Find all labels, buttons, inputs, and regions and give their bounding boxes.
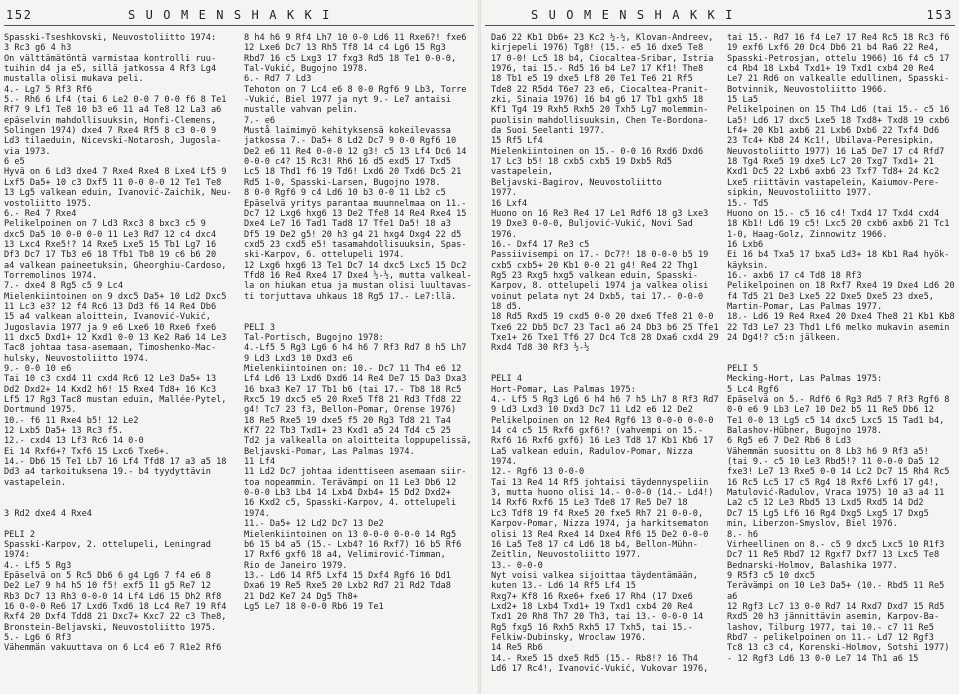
text-line: 18 Kb1! Ld6 19 c5! Lxc5 20 cxb6 axb6 21 Tc1 (727, 219, 950, 230)
text-line: Dxa6 19 Re5 Rxe5 20 Lxb2 Rd7 21 Rd2 Tda8 (244, 581, 451, 592)
text-line: cxb5 cxb5+ 20 Kb1 0-0 21 g4! Re4 22 Thg1 (491, 260, 698, 271)
text-line: Passiivisempi on 17.- Dc7?! 18 0-0-0 b5 19 (491, 250, 709, 261)
text-line: c4 Rb4 18 Lxb4 Txd1+ 19 Txd1 cxb4 20 Re4 (727, 64, 934, 75)
text-line (4, 519, 232, 529)
text-line: 18 Re5 Rxe5 19 dxe5 f5 20 Rg3 Td8 21 Ta4 (244, 415, 451, 426)
text-line: 15 Rf5 Lf4 (491, 136, 543, 147)
text-line: Rio de Janeiro 1979. (244, 560, 348, 571)
text-line: 13.- 0-0-0 (491, 560, 543, 571)
text-line: 17 Lc3 b5! 18 cxb5 cxb5 19 Dxb5 Rd5 vastapelein, (491, 157, 678, 178)
text-line: Rxd4 Td8 30 Rf3 ½-½ (491, 343, 590, 354)
text-line: Tde8 22 R5d4 T6e7 23 e6, Ciocaltea-Pranit- (491, 84, 709, 95)
text-line: Lxd2+ 18 Lxb4 Txd1+ 19 Txd1 cxb4 20 Re4 (491, 601, 693, 612)
text-line: Kxd1 Dc5 22 Lxb6 axb6 23 Txf7 Td8+ 24 Kc2 (727, 167, 940, 178)
text-line: 12 Rgf3 Lc7 13 0-0 Rd7 14 Rxd7 Dxd7 15 Rd5 (727, 601, 945, 612)
text-line (727, 354, 955, 364)
text-line: 1974: (4, 550, 30, 561)
text-line: 24 Dg4!? c5:n jälkeen. (727, 332, 841, 343)
text-line: Martin-Pomar, Las Palmas 1977. (727, 301, 883, 312)
text-line: Txe6 22 Db5 Dc7 23 Tac1 a6 24 Db3 b6 25 Tfe1 (491, 322, 719, 333)
text-line: 0-0 e6 9 Lb3 Le7 10 De2 b5 11 Re5 Db6 12 (727, 405, 934, 416)
text-line: Torremolinos 1974. (4, 270, 98, 281)
text-line: 16 0-0-0 Re6 17 Lxd6 Txd6 18 Lc4 Re7 19 Rf4 (4, 601, 227, 612)
text-line: 11 Lc3 e3? 12 f4 Rc6 13 Dd3 f6 14 Re4 Db6 (4, 301, 217, 312)
text-line: 6.- Re4 7 Rxe4 (4, 208, 77, 219)
text-line: 16 La5 Te8 17 c4 Ld6 18 b4, Bellon-Mühn- (491, 539, 698, 550)
text-line: Epäselvä on 5.- Rdf6 6 Rg3 Rd5 7 Rf3 Rgf6 8 (727, 395, 950, 406)
text-line: Beljavski-Bagirov, Neuvostoliitto (491, 177, 662, 188)
text-line: 18 Rd5 Rxd5 19 cxd5 0-0 20 dxe6 Tfe8 21 0-0 (491, 312, 714, 323)
text-line: Terävämpi on 10 Le3 Da5+ (10.- Rbd5 11 Re5 a6 (727, 581, 950, 602)
text-line: PELI 4 (491, 374, 523, 385)
text-line: Zeitlin, Neuvostoliitto 1977. (491, 550, 642, 561)
text-line: kuten 13.- Ld6 14 Rf5 Lf4 15 (491, 581, 636, 592)
text-line: 14 Re5 Rb6 (491, 643, 543, 654)
text-line: kirjepeli 1976) Tg8! (15.- e5 16 dxe5 Te8 (491, 43, 704, 54)
right-page-header-title: S U O M E N S H A K K I (531, 8, 734, 22)
text-line: 8 0-0 Rgf6 9 c4 Ld6 10 b3 0-0 11 Lb2 c5 (244, 188, 446, 199)
text-line: 0-0-0 Lb3 Lb4 14 Lxb4 Dxb4+ 15 Dd2 Dxd2+ (244, 488, 451, 499)
text-line: Rbd7 16 c5 Lxg3 17 fxg3 Rd5 18 Te1 0-0-0, (244, 53, 457, 64)
text-line: 12 Lxg6 hxg6 13 Te1 Dc7 14 dxc5 Lxc5 15 Dc2 (244, 260, 467, 271)
text-line: Karpov-Pomar, Nizza 1974, ja harkitsematon (491, 519, 709, 530)
text-line: jatkossa 7.- Da5+ 8 Ld2 Dc7 9 0-0 Rgf6 10 (244, 136, 457, 147)
text-line: 16.- axb6 17 c4 Td8 18 Rf3 (727, 270, 862, 281)
text-line: - 12 Rgf3 Ld6 13 0-0 Le7 14 Th1 a6 15 (727, 653, 919, 664)
text-line: 4.- Lf5 5 Rg3 Lg6 6 h4 h6 7 h5 Lh7 8 Rf3 Rd7 (491, 395, 719, 406)
text-line: Dc7 12 Lxg6 hxg6 13 De2 Tfe8 14 Re4 Rxe4 15 (244, 208, 467, 219)
text-line: 12.- cxd4 13 Lf3 Rc6 14 0-0 (4, 436, 144, 447)
text-line: Solingen 1974) dxe4 7 Rxe4 Rf5 8 c3 0-0 9 (4, 126, 217, 137)
text-line: 3 Rd2 dxe4 4 Rxe4 (4, 508, 92, 519)
text-line: Lc3 Tdf8 19 f4 Rxe5 20 fxe5 Rh7 21 0-0-0, (491, 508, 704, 519)
text-line: Rb3 Dc7 13 Rh3 0-0-0 14 Lf4 Ld6 15 Dh2 Rf8 (4, 591, 222, 602)
text-line: 15 a4 valkean aloittein, Ivanović-Vukić, (4, 312, 211, 323)
text-line: 9.- 0-0 10 e6 (4, 364, 72, 374)
text-line: Lxe5 riittävin vastapelein, Kaiumov-Pere- (727, 177, 940, 188)
text-line: 9 Ld3 Lxd3 10 Dxd3 e6 (244, 353, 353, 364)
text-line: Rxc5 19 dxc5 e5 20 Rxe5 Tf8 21 Rd3 Tfd8 22 (244, 395, 462, 406)
text-line: lashov, Tilburg 1977, tai 10.- c7 11 Re5 (727, 622, 934, 633)
text-line: 16.- Dxf4 17 Re3 c5 (491, 239, 590, 250)
text-line: mustalle vahvan pelin. (244, 105, 358, 116)
text-line: 19 exf6 Lxf6 20 Dc4 Db6 21 b4 Ra6 22 Re4, (727, 43, 940, 54)
text-line: Te1 0-0 13 Lg5 c5 14 dxc5 Lxc5 15 Tad1 b4, (727, 415, 945, 426)
text-line: 6 Rg5 e6 7 De2 Rb6 8 Ld3 (727, 436, 852, 447)
text-line: Nyt voisi valkea sijoittaa täydentämään, (491, 570, 698, 581)
text-line: via 1973. (4, 146, 51, 157)
text-line: 15.- Td5 (727, 198, 769, 209)
text-line: vastapelein. (4, 477, 67, 488)
text-line: Pelikelpoinen on 12 Re4 Rgf6 13 0-0-0 0-0-0 (491, 415, 714, 426)
text-line: Virheellinen on 8.- c5 9 dxc5 Lxc5 10 R1f3 (727, 539, 945, 550)
text-line: Rbd7 - pelikelpoinen on 11.- Ld7 12 Rgf3 (727, 632, 934, 643)
text-line: Epäselvä on 5 Rc5 Db6 6 g4 Lg6 7 f4 e6 8 (4, 570, 211, 581)
text-line: Karpov, 8. ottelupeli 1974 ja valkea olisi (491, 281, 709, 292)
text-line: Matulović-Radulov, Vraca 1975) 10 a3 a4 11 (727, 488, 945, 499)
text-line: 7.- dxe4 8 Rg5 c5 9 Lc4 (4, 281, 123, 292)
text-line: Lxf5 Da5+ 10 c3 Dxf5 11 0-0 0-0 12 Te1 Te8 (4, 177, 222, 188)
text-line: min, Liberzon-Smyslov, Biel 1976. (727, 519, 898, 530)
text-line (491, 364, 719, 374)
text-line: Pelikelpoinen on 7 Ld3 Rxc3 8 bxc3 c5 9 (4, 219, 206, 230)
text-line: 6 e5 (4, 157, 25, 168)
text-line: 11.- Da5+ 12 Ld2 Dc7 13 De2 (244, 519, 384, 530)
left-page (0, 0, 478, 694)
text-line: 3, mutta huono olisi 14.- 0-0-0 (14.- Ld4!) (491, 488, 714, 499)
text-line: 11 Ld2 Dc7 johtaa identtiseen asemaan siir- (244, 467, 467, 478)
text-line: Epäselvä yritys parantaa muunnelmaa on 11.- (244, 198, 467, 209)
text-line: hulsky, Neuvostoliitto 1974. (4, 353, 149, 364)
text-line: 18 Tb1 e5 19 dxe5 Lf8 20 Te1 Te6 21 Rf5 (491, 74, 693, 85)
text-line: Dc7 11 Re5 Rbd7 12 Rgxf7 Dxf7 13 Lxc5 Te8 (727, 550, 940, 561)
text-line: 22 Td3 Le7 23 Thd1 Lf6 melko mukavin asemin (727, 322, 950, 333)
text-line: 13.- Ld6 14 Rf5 Lxf4 15 Dxf4 Rgf6 16 Dd1 (244, 570, 451, 581)
text-line: Mielenkiintoinen on: 10.- Dc7 11 Th4 e6 12 (244, 364, 462, 374)
text-line: Mielenkiintoinen on 13 0-0-0 0-0-0 14 Rg5 (244, 529, 457, 540)
text-line: Tal-Portisch, Bugojno 1978: (244, 332, 384, 343)
text-line: Lf5 17 Rg3 Tac8 mustan eduin, Mallée-Pytel, (4, 395, 227, 406)
left-page-column-1 (4, 33, 232, 693)
text-line: Rxg7+ Kf8 16 Rxe6+ fxe6 17 Rh4 (17 Dxe6 (491, 591, 693, 602)
text-line: Mielenkiintoinen on 9 dxc5 Da5+ 10 Ld2 Dxc5 (4, 291, 227, 302)
text-line: Rg5 fxg5 16 Rxh5 Rxh5 17 Txh5, tai 15.- (491, 622, 693, 633)
text-line: la on hiukan etua ja mustan olisi luultavas- (244, 281, 472, 292)
text-line: Le7 21 Rd6 on valkealle edullinen, Spasski- (727, 74, 950, 85)
right-page-column-1 (491, 33, 719, 693)
text-line: Dc7 15 Lg5 Lf6 16 Rg4 Dxg5 Lxg5 17 Dxg5 (727, 508, 929, 519)
text-line: Ld6 17 Rc4!, Ivanović-Vukić, Vukovar 1976, (491, 663, 709, 674)
text-line: Ei 16 b4 Txa5 17 bxa5 Ld3+ 18 Kb1 Ra4 hyök- (727, 250, 950, 261)
text-line: Rxf6 16 Rxf6 gxf6) 16 Le3 Td8 17 Kb1 Kb6 17 (491, 436, 714, 447)
text-line: Spasski-Petrosjan, ottelu 1966) 16 f4 c5 17 (727, 53, 950, 64)
text-line: fxe3! Le7 13 Rxe5 0-0 14 Lc2 Dc7 15 Rh4 Rc5 (727, 467, 950, 478)
text-line: 21 Dd2 Ke7 24 Dg5 Th8+ (244, 591, 358, 602)
text-line: Hyvä on 6 Ld3 dxe4 7 Rxe4 Rxe4 8 Lxe4 Lf5 9 (4, 167, 227, 178)
text-line: (tai 9.- c5 10 Le3 Rbd5!? 11 0-0-0 Da5 12 (727, 457, 940, 468)
right-page (481, 0, 959, 694)
text-line: De2 e6 11 Re4 0-0-0 12 g3! c5 13 Lf4 Dc6 14 (244, 146, 467, 157)
text-line: Da6 22 Kb1 Db6+ 23 Kc2 ½-½, Klovan-Andreev, (491, 33, 714, 43)
text-line: 5 Lc4 Rgf6 (727, 384, 779, 395)
text-line: 15 La5 (727, 95, 759, 106)
right-page-column-2 (727, 33, 955, 693)
text-line: 5.- Rh6 6 Lf4 (tai 6 Le2 0-0 7 0-0 f6 8 Te1 (4, 95, 227, 106)
text-line: Tai 10 c3 cxd4 11 cxd4 Rc6 12 Le3 Da5+ 13 (4, 374, 217, 385)
text-line: dxc5 Da5 10 0-0 0-0 11 Le3 Rd7 12 c4 dxc4 (4, 229, 217, 240)
text-line: 16 Kxd2 c5, Spasski-Karpov, 4. ottelupeli (244, 498, 457, 509)
text-line: Mielenkiintoinen on 15.- 0-0 16 Rxd6 Dxd6 (491, 146, 704, 157)
text-line: Felkiw-Dubinsky, Wroclaw 1976. (491, 632, 647, 643)
text-line: La5 valkean eduin, Radulov-Pomar, Nizza (491, 446, 693, 457)
text-line (491, 354, 719, 364)
text-line (4, 498, 232, 508)
text-line: 7.- e6 (244, 115, 276, 126)
text-line: Dd2 Dxd2+ 14 Kxd2 h6! 15 Rxe4 Td8+ 16 Kc3 (4, 384, 217, 395)
text-line: Lg5 Le7 18 0-0-0 Rb6 19 Te1 (244, 601, 384, 612)
text-line: Dortmund 1975. (4, 405, 77, 416)
text-line: PELI 2 (4, 529, 36, 540)
text-line: 13 Lg5 valkean eduin, Ivanović-Zaichik, Neu- (4, 188, 232, 199)
text-line (4, 488, 232, 498)
text-line: Bronstein-Beljavski, Neuvostoliitto 1975. (4, 622, 217, 633)
text-line: Huono on 15.- c5 16 c4! Txd4 17 Txd4 cxd4 (727, 208, 940, 219)
text-line: Tfd8 16 Re4 Rxe4 17 Dxe4 ½-½, mutta valkeal- (244, 270, 472, 281)
text-line: 19 Dxe3 0-0-0, Buljović-Vukić, Novi Sad (491, 219, 693, 230)
text-line: toa nopeammin. Terävämpi on 11 Le3 Db6 12 (244, 477, 457, 488)
text-line: Rxf4 20 Dxf4 Tdd8 21 Dxc7+ Kxc7 22 c3 The8, (4, 612, 227, 623)
text-line: vostoliitto 1975. (4, 198, 92, 209)
text-line: cxd5 23 cxd5 e5! tasamahdollisuuksin, Spas- (244, 239, 467, 250)
text-line: Rxd5 20 h3 jännittävin asemin, Karpov-Ba- (727, 612, 940, 623)
text-line: Td2 ja valkealla on aloitteita loppupelissä, (244, 436, 472, 447)
text-line: Lc5 18 Thd1 f6 19 Td6! Lxd6 20 Txd6 Dc5 21 (244, 167, 462, 178)
text-line: Lf4+ 20 Kb1 axb6 21 Lxb6 Dxb6 22 Txf4 Dd6 (727, 126, 940, 137)
text-line: f4 Td5 21 De3 Lxe5 22 Dxe5 Dxe5 23 dxe5, (727, 291, 934, 302)
text-line: 3 Rc3 g6 4 h3 (4, 43, 72, 54)
text-line: 12 Lxe6 Dc7 13 Rh5 Tf8 14 c4 Lg6 15 Rg3 (244, 43, 446, 54)
text-line (727, 343, 955, 353)
text-line: Ld3 tilaeduin, Nicevski-Notarosh, Jugosla- (4, 136, 222, 147)
text-line: Mecking-Hort, Las Palmas 1975: (727, 374, 883, 385)
text-line: mustalla olisi mukava peli. (4, 74, 144, 85)
text-line: De2 Le7 9 h4 h5 10 f5! exf5 11 g5 Re7 12 (4, 581, 211, 592)
text-line: Botvinnik, Neuvostoliitto 1966. (727, 84, 888, 95)
text-line: Spasski-Karpov, 2. ottelupeli, Leningrad (4, 539, 211, 550)
text-line: 23 Tc4+ Kb8 24 Kc1!, Ubilava-Peresipkin, (727, 136, 934, 147)
text-line: 14 c4 c5 15 Rxf6 gxf6!? (vahvempi on 15.- (491, 426, 704, 437)
text-line: On välttämätöntä varmistaa kontrolli ruu- (4, 53, 217, 64)
text-line: 10.- f6 11 Rxe4 b5! 12 Le2 (4, 415, 139, 426)
text-line: Vähemmän vakuuttava on 6 Lc4 e6 7 R1e2 Rf6 (4, 643, 222, 654)
text-line: puolisin mahdollisuuksin, Chen Te-Bordona- (491, 115, 709, 126)
text-line: 13 Lxc4 Rxe5!? 14 Rxe5 Lxe5 15 Tb1 Lg7 16 (4, 239, 217, 250)
text-line: -Vukić, Biel 1977 ja nyt 9.- Le7 antaisi (244, 95, 451, 106)
text-line: Balashov-Hübner, Bugojno 1978. (727, 426, 883, 437)
text-line: 16 Lxb6 (727, 239, 764, 250)
text-line: Pelikelpoinen on 18 Rxf7 Rxe4 19 Dxe4 Ld6 20 (727, 281, 955, 292)
text-line: 14.- Db6 15 Te1 Lb7 16 Lf4 Tfd8 17 a3 a5 18 (4, 457, 227, 468)
text-line: Beljavski-Pomar, Las Palmas 1974. (244, 446, 415, 457)
text-line: Lf4 Ld6 13 Lxd6 Dxd6 14 Re4 De7 15 Da3 Dxa3 (244, 374, 467, 385)
text-line: ski-Karpov, 6. ottelupeli 1974. (244, 250, 405, 261)
text-line: ti torjuttava uhkaus 18 Rg5 17.- Le7:llä. (244, 291, 457, 302)
text-line: PELI 5 (727, 364, 759, 374)
text-line: 4.- Lf5 5 Rg3 (4, 560, 72, 571)
text-line: zki, Sinaia 1976) 16 b4 g6 17 Tb1 gxh5 18 (491, 95, 704, 106)
text-line: Spasski-Tseshkovski, Neuvostoliitto 1974: (4, 33, 217, 43)
text-line: La5! Ld6 17 dxc5 Lxe5 18 Txd8+ Txd8 19 cxb6 (727, 115, 950, 126)
text-line: Df5 19 De2 g5! 20 h3 g4 21 hxg4 Dxg4 22 d5 (244, 229, 462, 240)
text-line: Rf7 9 Lf1 Te8 10 b3 e6 11 a4 Te8 12 La3 a6 (4, 105, 222, 116)
text-line: 9 R5f3 c5 10 dxc5 (727, 570, 815, 581)
text-line: 12 Lxb5 Da5+ 13 Rc3 f5. (4, 426, 123, 437)
left-page-header (4, 3, 474, 26)
text-line: Rg5 23 Rxg5 hxg5 valkean eduin, Spasski- (491, 270, 698, 281)
text-line: Txe1+ 26 Txe1 Tf6 27 Dc4 Tc8 28 Dxa6 cxd4 29 (491, 332, 719, 343)
text-line: 4.- Lg7 5 Rf3 Rf6 (4, 84, 92, 95)
text-line: olisi 13 Re4 Rxe4 14 Dxe4 Rf6 15 De2 0-0-0 (491, 529, 709, 540)
text-line: Dd3 a4 tarkoituksena 19.- b4 tyydyttävin (4, 467, 211, 478)
text-line: b6 15 b4 a5 (15.- Lxb4? 16 Rxf7) 16 b5 Rf6 (244, 539, 462, 550)
text-line: Mustå laimimyö kehityksensä kokeilevassa (244, 126, 451, 137)
text-line: La2 c5 12 Le3 Rbd5 13 Lxd5 Rxd5 14 Dd2 (727, 498, 924, 509)
text-line: 6.- Rd7 7 Ld3 (244, 74, 312, 85)
left-page-column-2 (244, 33, 472, 693)
text-line: 18 d5. (491, 301, 523, 312)
text-line: Tac8 johtaa tasa-asemaan, Timoshenko-Mac- (4, 343, 217, 354)
text-line: 1976. (491, 229, 517, 240)
text-line: 5.- Lg6 6 Rf3 (4, 632, 72, 643)
right-page-header (485, 3, 955, 26)
text-line: 1976, tai 15.- Rd5 16 b4 Le7 17 Kf1! The8 (491, 64, 704, 75)
text-line: Hort-Pomar, Las Palmas 1975: (491, 384, 636, 395)
right-page-number: 153 (926, 8, 953, 22)
text-line: 1977. (491, 188, 517, 199)
text-line: Pelikelpoinen on 15 Th4 Ld6 (tai 15.- c5 16 (727, 105, 950, 116)
text-line: 8.- h6 (727, 529, 759, 540)
text-line: 8 h4 h6 9 Rf4 Lh7 10 0-0 Ld6 11 Rxe6?! fxe6 (244, 33, 467, 43)
text-line: sipkin, Neuvostoliitto 1977. (727, 188, 872, 199)
text-line: Kf7 22 Tb3 Txd1+ 23 Kxd1 a5 24 Td4 c5 25 (244, 426, 451, 437)
text-line: Txd1 20 Rh8 Th7 20 Th3, tai 13.- 0-0-0 14 (491, 612, 704, 623)
text-line: Ei 14 Rxf6+? Txf6 15 Lxc6 Txe6+. (4, 446, 170, 457)
text-line: 16 Lxf4 (491, 198, 528, 209)
text-line: a4 valkean paineetuksin, Gheorghiu-Cardoso, (4, 260, 227, 271)
text-line: 14 Rxf6 Rxf6 15 Le3 Tde8 17 Re5 De7 18 (491, 498, 688, 509)
text-line: 14.- Rxe5 15 dxe5 Rd5 (15.- Rb8!? 16 Th4 (491, 653, 698, 664)
text-line: Tal-Vukić, Bugojno 1978. (244, 64, 369, 75)
text-line: 18 Tg4 Rxe5 19 dxe5 Lc7 20 Txg7 Txd1+ 21 (727, 157, 934, 168)
text-line: 9 Ld3 Lxd3 10 Dxd3 Dc7 11 Ld2 e6 12 De2 (491, 405, 693, 416)
text-line: 16 bxa3 Ke7 17 Tb1 b6 (tai 17.- Tb8 18 Rc5 (244, 384, 462, 395)
text-line: Vähemmän suosittu on 8 Lb3 h6 9 Rf3 a5! (727, 446, 929, 457)
text-line: epäselvin mahdollisuuksin, Honfi-Clemens, (4, 115, 217, 126)
text-line (244, 312, 472, 322)
text-line: 11 dxc5 Dxd1+ 12 Kxd1 0-0 13 Ke2 Ra6 14 Le3 (4, 332, 227, 343)
text-line: PELI 3 (244, 322, 276, 333)
text-line: 1974. (244, 508, 270, 519)
text-line: Jugoslavia 1977 ja 9 e6 Lxe6 10 Rxe6 fxe6 (4, 322, 217, 333)
text-line: 1974. (491, 457, 517, 468)
text-line: 4.-Lf5 5 Rg3 Lg6 6 h4 h6 7 Rf3 Rd7 8 h5 Lh7 (244, 343, 467, 354)
text-line: käyksin. (727, 260, 769, 271)
text-line: 18.- Ld6 19 Re4 Rxe4 20 Dxe4 The8 21 Kb1 Kb8 (727, 312, 955, 323)
text-line: tai 15.- Rd7 16 f4 Le7 17 Re4 Rc5 18 Rc3 f6 (727, 33, 950, 43)
text-line: Tai 13 Re4 14 Rf5 johtaisi täydennyspeliin (491, 477, 709, 488)
text-line: 17 Rxf6 gxf6 18 a4, Velimirović-Timman, (244, 550, 446, 561)
text-line: Tehoton on 7 Lc4 e6 8 0-0 Rgf6 9 Lb3, Torre (244, 84, 467, 95)
text-line (244, 302, 472, 312)
text-line: g4! Tc7 23 f3, Bellon-Pomar, Orense 1976) (244, 405, 457, 416)
text-line: Huono on 16 Re3 Re4 17 Le1 Rdf6 18 g3 Lxe3 (491, 208, 709, 219)
text-line: 1-0, Haag-Golz, Zinnowitz 1966. (727, 229, 888, 240)
text-line: Tc8 13 c3 c4, Korenski-Holmov, Sotshi 1977) (727, 643, 950, 654)
text-line: 17 0-0! Lc5 18 b4, Ciocaltea-Sribar, Istria (491, 53, 714, 64)
left-page-header-title: S U O M E N S H A K K I (128, 8, 331, 22)
text-line: Kf1 Tg4 19 Rxh5 Rxh5 20 Txh5 Lg7 molemmin- (491, 105, 709, 116)
text-line: Dxe4 Le7 16 Tad1 Tad8 17 Tfe1 Da5! 18 a3 (244, 219, 451, 230)
text-line: 12.- Rgf6 13 0-0-0 (491, 467, 585, 478)
text-line: Bednarski-Holmov, Balashika 1977. (727, 560, 898, 571)
text-line: voinut pelata nyt 24 Dxb5, tai 17.- 0-0-0 (491, 291, 704, 302)
text-line: tuihin d4 ja e5, sillä jatkossa 4 Rf3 Lg4 (4, 64, 217, 75)
text-line: 0-0-0 c4? 15 Rc3! Rh6 16 d5 exd5 17 Txd5 (244, 157, 451, 168)
left-page-number: 152 (6, 8, 33, 22)
text-line: 16 Rc5 Lc5 17 c5 Rg4 18 Rxf6 Lxf6 17 g4!, (727, 477, 940, 488)
text-line: Rd5 1-0, Spasski-Larsen, Bugojno 1978. (244, 177, 441, 188)
text-line: Df3 Dc7 17 Tb3 e6 18 Tfb1 Tb8 19 c6 b6 20 (4, 250, 217, 261)
text-line: da Suoi Seelanti 1977. (491, 126, 605, 137)
text-line: 11 Lf4 (244, 457, 276, 468)
text-line: Neuvostoliitto 1977) 16 La5 De7 17 c4 Rfd7 (727, 146, 945, 157)
